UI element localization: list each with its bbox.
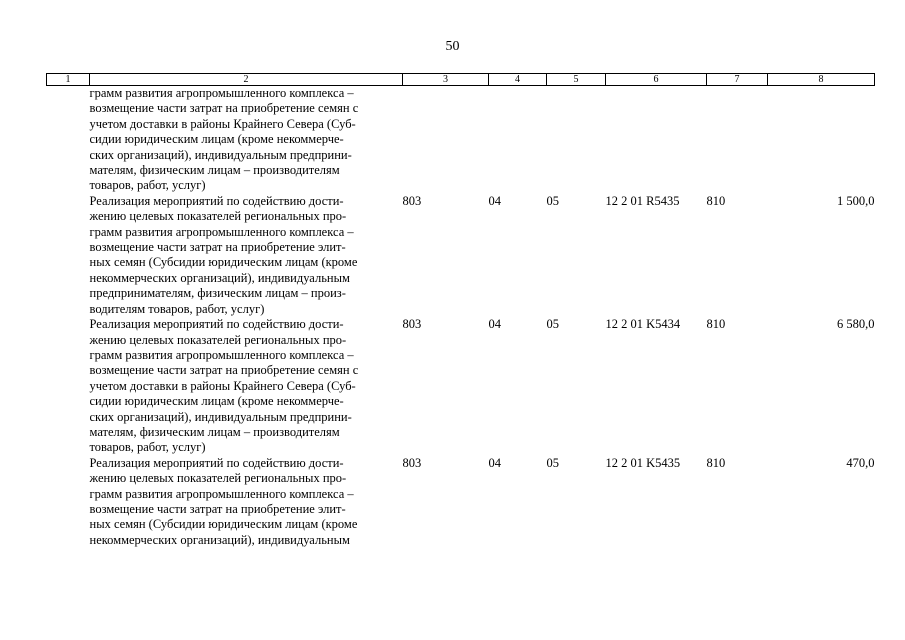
budget-table: [46, 73, 875, 548]
description-line: жению целевых показателей региональных про-: [89, 209, 347, 224]
target-article-code-cell: [606, 86, 707, 194]
section-code-cell: 04: [488, 317, 501, 332]
column-header-3: 3: [403, 74, 489, 86]
description-line: товаров, работ, услуг): [89, 440, 206, 455]
row-number-cell: [47, 86, 90, 194]
amount-cell: 470,0: [846, 455, 875, 470]
subsection-code-cell: 05: [546, 317, 559, 332]
description-line: предпринимателям, физическим лицам – произ-: [89, 286, 346, 301]
description-line: Реализация мероприятий по содействию дости-: [89, 455, 344, 470]
chapter-code-cell: 803: [402, 193, 422, 208]
description-line: жению целевых показателей региональных про-: [89, 471, 347, 486]
chapter-code-cell: [403, 86, 489, 194]
description-line: учетом доставки в районы Крайнего Севера (Суб-: [89, 378, 356, 393]
expense-type-code-cell: [707, 86, 768, 194]
table-body: [47, 86, 875, 549]
description-line: товаров, работ, услуг): [89, 178, 206, 193]
description-line: ных семян (Субсидии юридическим лицам (кроме: [89, 517, 358, 532]
table-row: [47, 456, 875, 548]
amount-cell: 6 580,0: [837, 317, 875, 332]
description-line: некоммерческих организаций), индивидуальным: [89, 270, 350, 285]
subsection-code-cell: [547, 86, 606, 194]
section-code-cell: 04: [488, 455, 501, 470]
row-number-cell: [47, 317, 90, 456]
table-row: [47, 86, 875, 194]
description-cell: [90, 194, 403, 317]
description-line: возмещение части затрат на приобретение элит-: [89, 240, 346, 255]
expense-type-code-cell: 810: [706, 317, 726, 332]
column-header-6: 6: [606, 74, 707, 86]
description-line: возмещение части затрат на приобретение семян с: [89, 101, 359, 116]
description-line: грамм развития агропромышленного комплекса –: [89, 347, 354, 362]
subsection-code-cell: 05: [546, 455, 559, 470]
description-line: сидии юридическим лицам (кроме некоммерче-: [89, 394, 344, 409]
description-line: сидии юридическим лицам (кроме некоммерче-: [89, 132, 344, 147]
description-line: возмещение части затрат на приобретение семян с: [89, 363, 359, 378]
description-line: ских организаций), индивидуальным предприни-: [89, 147, 352, 162]
column-header-2: 2: [90, 74, 403, 86]
expense-type-code-cell: 810: [706, 193, 726, 208]
description-line: Реализация мероприятий по содействию дости-: [89, 317, 344, 332]
description-cell: [90, 317, 403, 456]
section-code-cell: [489, 86, 547, 194]
chapter-code-cell: 803: [402, 317, 422, 332]
description-line: грамм развития агропромышленного комплекса –: [89, 224, 354, 239]
description-line: учетом доставки в районы Крайнего Севера (Суб-: [89, 116, 356, 131]
chapter-code-cell: 803: [402, 455, 422, 470]
row-number-cell: [47, 456, 90, 548]
column-header-8: 8: [768, 74, 875, 86]
table-row: [47, 194, 875, 317]
amount-cell: [768, 86, 875, 194]
row-number-cell: [47, 194, 90, 317]
target-article-code-cell: 12 2 01 K5434: [605, 317, 681, 332]
description-cell: [90, 86, 403, 194]
subsection-code-cell: 05: [546, 193, 559, 208]
section-code-cell: 04: [488, 193, 501, 208]
page-number: 50: [445, 39, 460, 54]
description-line: ских организаций), индивидуальным предприни-: [89, 409, 352, 424]
description-line: грамм развития агропромышленного комплекса –: [89, 486, 354, 501]
expense-type-code-cell: 810: [706, 455, 726, 470]
column-header-4: 4: [489, 74, 547, 86]
description-line: ных семян (Субсидии юридическим лицам (кроме: [89, 255, 358, 270]
column-number-header-row: [47, 74, 875, 86]
description-line: возмещение части затрат на приобретение элит-: [89, 501, 346, 516]
column-header-1: 1: [47, 74, 90, 86]
description-line: некоммерческих организаций), индивидуальным: [89, 532, 350, 547]
description-line: водителям товаров, работ, услуг): [89, 301, 265, 316]
description-line: Реализация мероприятий по содействию дости-: [89, 193, 344, 208]
target-article-code-cell: 12 2 01 K5435: [605, 455, 681, 470]
amount-cell: 1 500,0: [837, 193, 875, 208]
column-header-7: 7: [707, 74, 768, 86]
target-article-code-cell: 12 2 01 R5435: [605, 193, 680, 208]
description-line: мателям, физическим лицам – производителям: [89, 163, 340, 178]
column-header-5: 5: [547, 74, 606, 86]
description-cell: [90, 456, 403, 548]
description-line: мателям, физическим лицам – производителям: [89, 424, 340, 439]
description-line: жению целевых показателей региональных про-: [89, 332, 347, 347]
table-row: [47, 317, 875, 456]
description-line: грамм развития агропромышленного комплекса –: [89, 86, 354, 100]
